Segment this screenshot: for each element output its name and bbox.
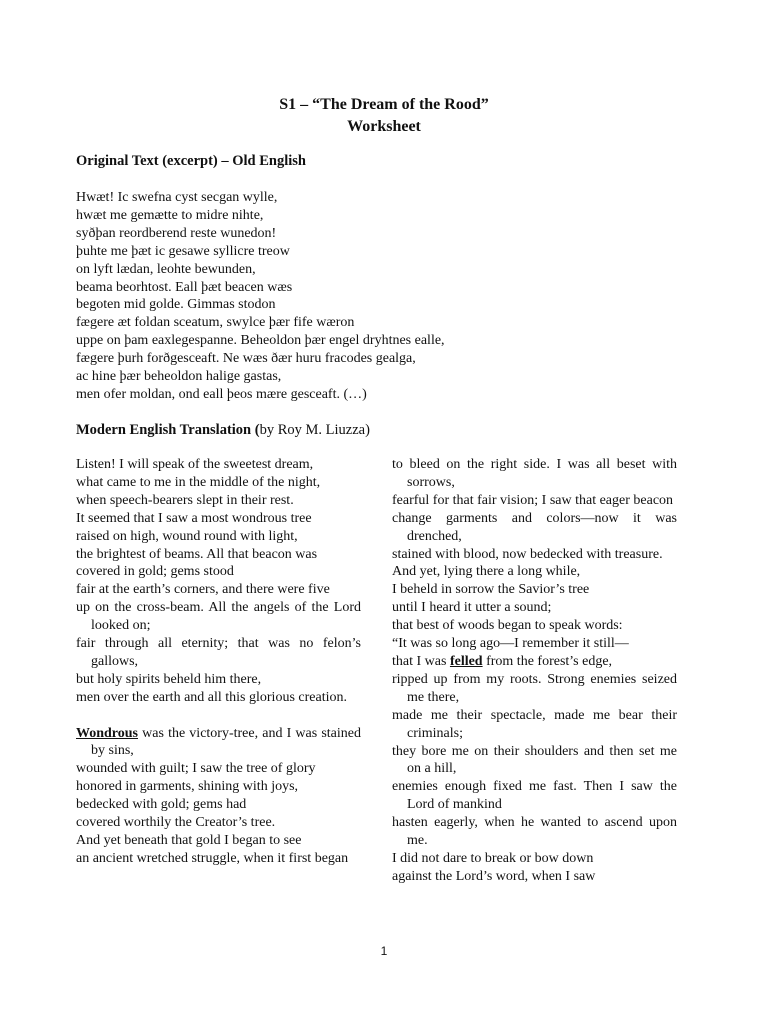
translation-line: raised on high, wound round with light, — [76, 528, 298, 544]
translation-line: stained with blood, now bedecked with treasure. — [392, 546, 663, 562]
page-number: 1 — [380, 944, 388, 958]
old-english-line: uppe on þam eaxlegespanne. Beheoldon þær engel dryhtnes ealle, — [76, 333, 445, 349]
translation-line: “It was so long ago—I remember it still— — [392, 636, 629, 652]
translation-line: I beheld in sorrow the Savior’s tree — [392, 582, 590, 598]
translation-line: to bleed on the right side. I was all beset with sorrows, — [392, 457, 677, 490]
old-english-text — [76, 189, 696, 404]
translation-line: enemies enough fixed me fast. Then I saw the Lord of mankind — [392, 779, 677, 813]
translation-line — [392, 653, 677, 671]
translation-line: I did not dare to break or bow down — [392, 850, 594, 866]
translation-line: honored in garments, shining with joys, — [76, 779, 299, 795]
translation-heading — [76, 421, 370, 439]
translation-line: fair at the earth’s corners, and there were five — [76, 582, 330, 598]
translation-line: covered in gold; gems stood — [76, 564, 234, 580]
translation-line: It seemed that I saw a most wondrous tree — [76, 510, 312, 526]
old-english-line: þuhte me þæt ic gesawe syllicre treow — [76, 243, 290, 259]
emphasized-word-wondrous: Wondrous — [76, 725, 138, 741]
title-line-1: S1 – “The Dream of the Rood” — [279, 96, 489, 113]
translation-line: And yet beneath that gold I began to see — [76, 833, 302, 849]
translation-line: bedecked with gold; gems had — [76, 797, 247, 813]
old-english-line: fægere þurh forðgesceaft. Ne wæs ðær huru fracodes gealga, — [76, 351, 416, 367]
old-english-line: begoten mid golde. Gimmas stodon — [76, 297, 276, 313]
old-english-line: ac hine þær beheoldon halige gastas, — [76, 369, 282, 385]
translation-line — [76, 725, 361, 761]
translation-line: the brightest of beams. All that beacon was — [76, 546, 318, 562]
translation-line: an ancient wretched struggle, when it first began — [76, 850, 349, 866]
emphasized-word-felled: felled — [449, 653, 483, 669]
title-line-2: Worksheet — [347, 118, 421, 135]
original-text-heading: Original Text (excerpt) – Old English — [76, 153, 306, 169]
document-title — [0, 94, 768, 138]
translation-line: change garments and colors—now it was drenched, — [392, 510, 677, 544]
old-english-line: syðþan reordberend reste wunedon! — [76, 225, 277, 241]
translation-line: up on the cross-beam. All the angels of the Lord looked on; — [76, 600, 361, 634]
translation-line: ripped up from my roots. Strong enemies seized me there, — [392, 671, 677, 705]
translation-line: Listen! I will speak of the sweetest dream, — [76, 457, 314, 472]
translation-line: hasten eagerly, when he wanted to ascend upon me. — [392, 815, 677, 849]
old-english-line: hwæt me gemætte to midre nihte, — [76, 207, 264, 223]
old-english-line: Hwæt! Ic swefna cyst secgan wylle, — [76, 190, 278, 205]
translation-line: And yet, lying there a long while, — [392, 564, 581, 580]
translation-line: covered worthily the Creator’s tree. — [76, 815, 276, 831]
translation-line: against the Lord’s word, when I saw — [392, 868, 596, 884]
translation-line: what came to me in the middle of the night, — [76, 474, 321, 490]
translation-heading-translator: by Roy M. Liuzza) — [259, 422, 370, 438]
translation-line: fearful for that fair vision; I saw that eager beacon — [392, 492, 674, 508]
translation-line: that best of woods began to speak words: — [392, 618, 623, 634]
translation-right-column — [392, 456, 677, 886]
translation-line: fair through all eternity; that was no felon’s gallows, — [76, 636, 361, 669]
old-english-line: fægere æt foldan sceatum, swylce þær fife wæron — [76, 315, 355, 331]
translation-left-column — [76, 456, 361, 868]
translation-line: they bore me on their shoulders and then set me on a hill, — [392, 743, 677, 777]
translation-line: when speech-bearers slept in their rest. — [76, 492, 294, 508]
translation-line: made me their spectacle, made me bear their criminals; — [392, 707, 677, 741]
translation-line: but holy spirits beheld him there, — [76, 671, 262, 687]
translation-line: wounded with guilt; I saw the tree of glory — [76, 761, 316, 777]
translation-line-rest: was the victory-tree, and I was stained by sins, — [91, 725, 361, 759]
translation-line-start: that I was — [392, 653, 450, 669]
translation-line: men over the earth and all this glorious creation. — [76, 689, 347, 705]
old-english-line: men ofer moldan, ond eall þeos mære gesceaft. (…) — [76, 386, 367, 402]
translation-line-end: from the forest’s edge, — [482, 653, 613, 669]
old-english-line: on lyft lædan, leohte bewunden, — [76, 261, 256, 277]
old-english-line: beama beorhtost. Eall þæt beacen wæs — [76, 279, 293, 295]
translation-heading-bold: Modern English Translation ( — [76, 422, 260, 438]
translation-line: until I heard it utter a sound; — [392, 600, 552, 616]
